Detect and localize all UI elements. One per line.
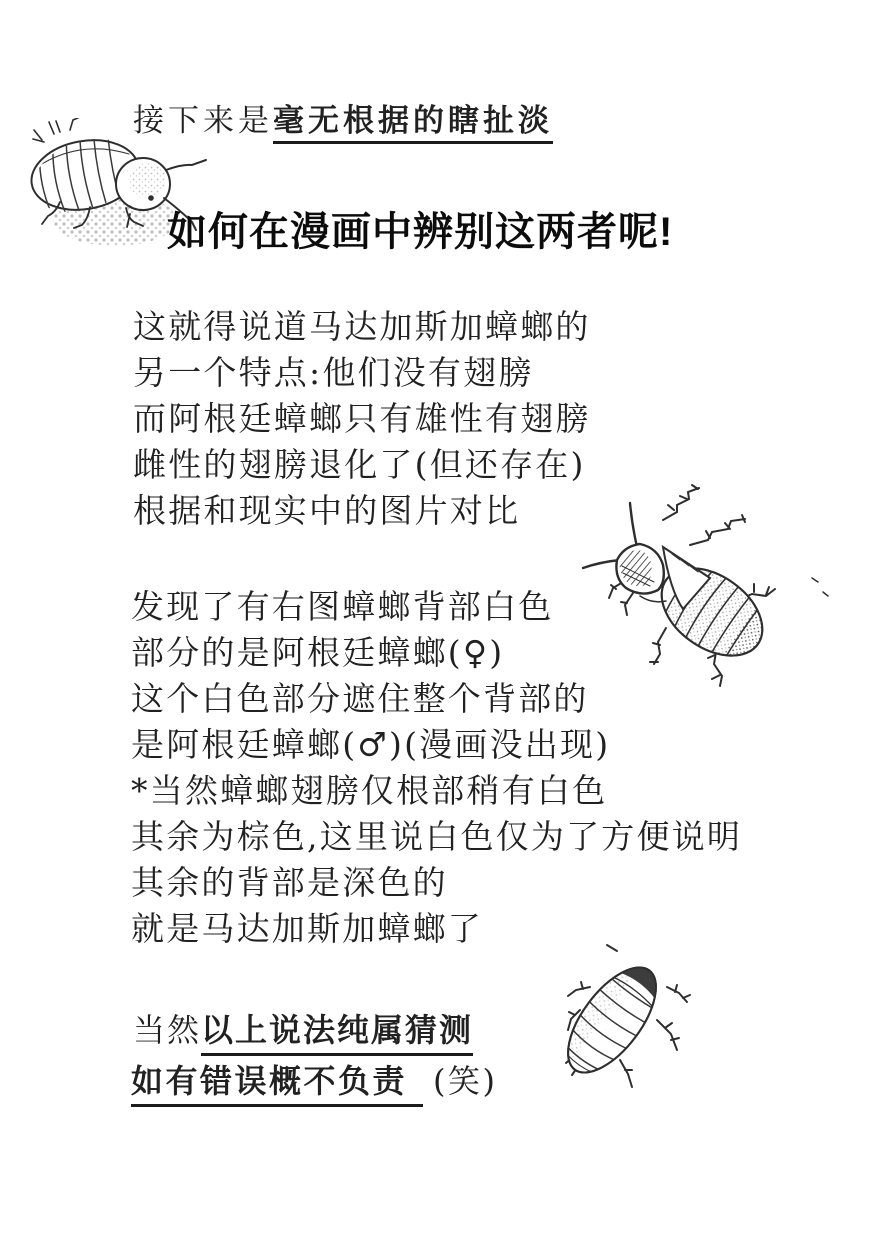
page-title: 如何在漫画中辨别这两者呢! (167, 210, 674, 254)
disclaimer-line-2 (131, 1061, 498, 1101)
body-line: 雌性的翅膀退化了(但还存在) (133, 445, 586, 484)
paragraph-wings-difference (133, 304, 591, 534)
body-line: *当然蟑螂翅膀仅根部稍有白色 (131, 771, 608, 810)
body-line: 其余的背部是深色的 (131, 863, 448, 902)
body-line: 这就得说道马达加斯加蟑螂的 (133, 307, 591, 346)
body-line: 根据和现实中的图片对比 (133, 491, 521, 530)
disclaimer-line-1 (133, 1010, 473, 1050)
intro-prefix: 接下来是 (133, 103, 273, 139)
madagascar-hissing-cockroach-top-icon (555, 935, 705, 1100)
disclaimer-emphasis-2: 如有错误概不负责 (131, 1062, 423, 1107)
disclaimer-emphasis-1: 以上说法纯属猜测 (201, 1011, 473, 1056)
body-line: 另一个特点:他们没有翅膀 (133, 353, 534, 392)
intro-emphasis-underlined: 毫无根据的瞎扯淡 (273, 103, 553, 144)
body-line: 就是马达加斯加蟑螂了 (131, 909, 483, 948)
disclaimer-prefix: 当然 (133, 1011, 202, 1049)
body-line: 是阿根廷蟑螂(♂)(漫画没出现) (131, 725, 611, 764)
body-line: 其余为棕色,这里说白色仅为了方便说明 (131, 817, 743, 856)
body-line: 而阿根廷蟑螂只有雄性有翅膀 (133, 399, 591, 438)
body-line: 发现了有右图蟑螂背部白色 (131, 587, 554, 626)
body-line: 这个白色部分遮住整个背部的 (131, 679, 589, 718)
body-line: 部分的是阿根廷蟑螂(♀) (131, 633, 505, 672)
argentine-cockroach-icon (570, 470, 840, 710)
disclaimer-suffix: (笑) (433, 1062, 498, 1100)
